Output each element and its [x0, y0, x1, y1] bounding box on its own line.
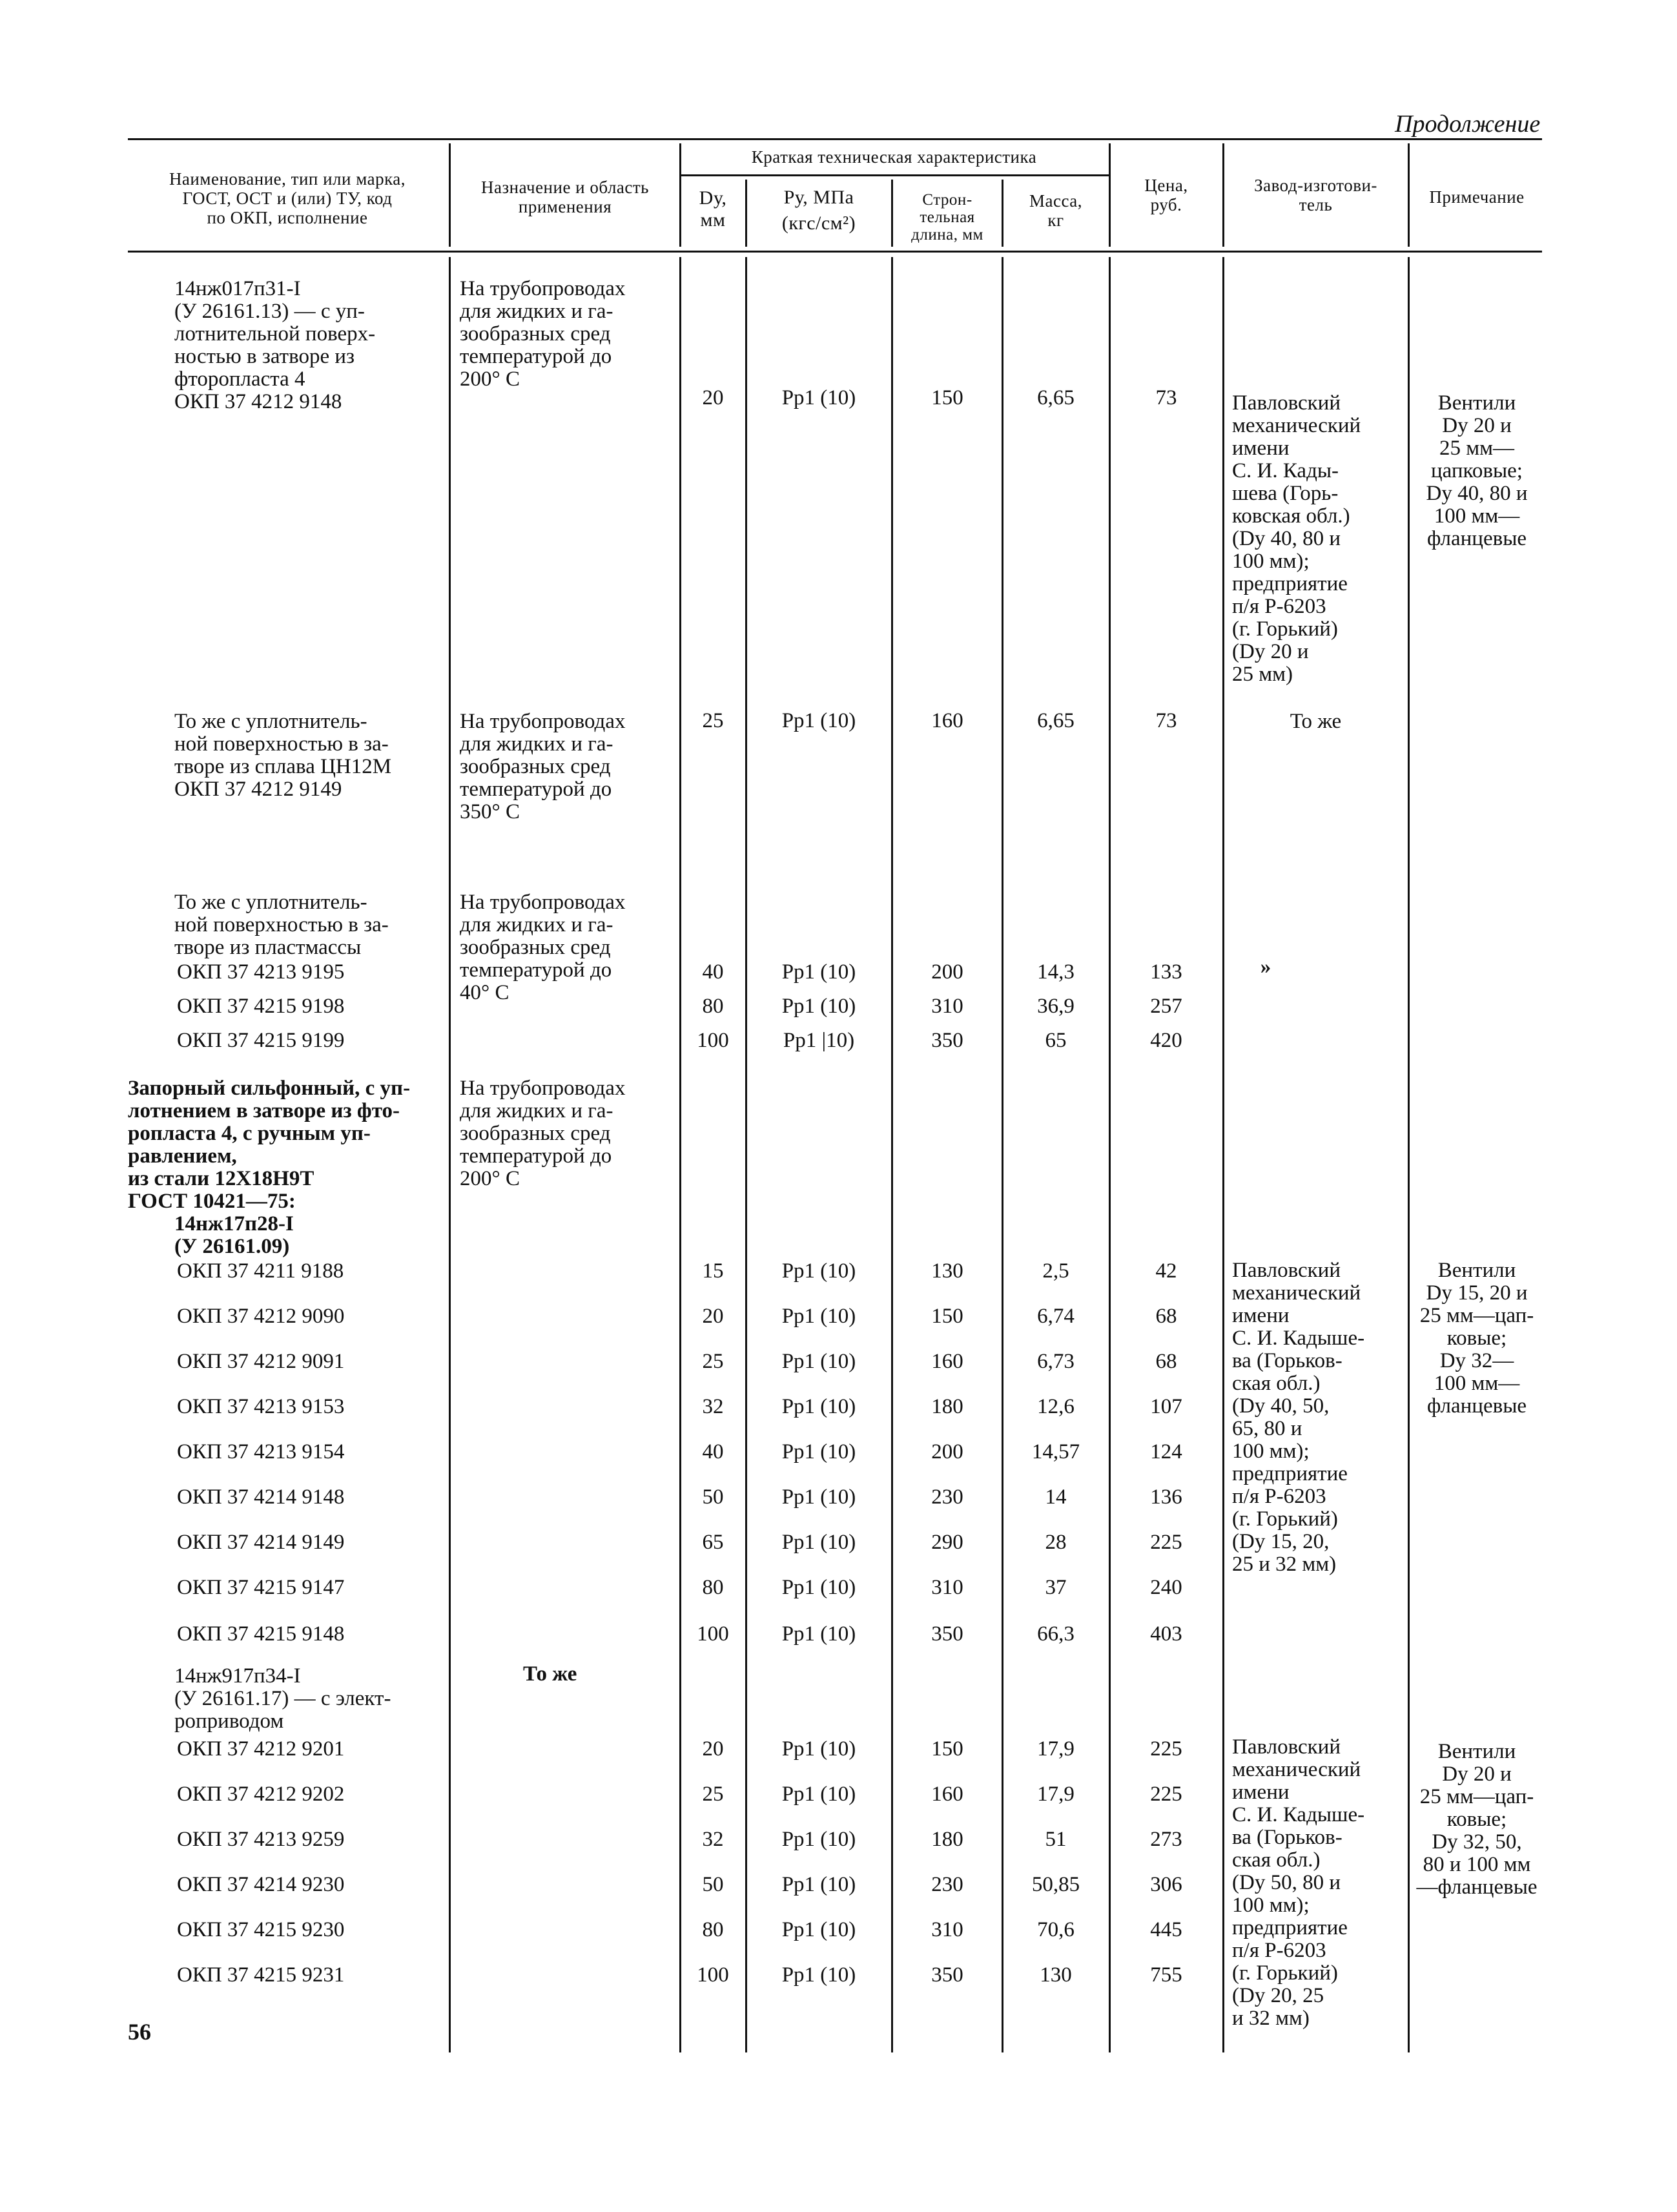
cell-mass: 51: [1045, 1828, 1067, 1851]
cell-py: Pр1 (10): [781, 1531, 856, 1554]
cell-dy: 25: [702, 709, 724, 732]
s5-name: 14нж917п34-I (У 26161.17) — с элект- роприводом: [174, 1664, 391, 1733]
cell-dy: 50: [702, 1485, 724, 1509]
cell-py: Pр1 (10): [781, 386, 856, 409]
cell-len: 180: [931, 1828, 963, 1851]
cell-py: Pр1 (10): [781, 1918, 856, 1941]
s3-name: То же с уплотнитель- ной поверхностью в за- творе из пластмассы: [174, 891, 389, 959]
cell-py: Pр1 (10): [781, 1828, 856, 1851]
cell-mass: 6,65: [1037, 386, 1075, 409]
cell-dy: 25: [702, 1783, 724, 1806]
cell-price: 306: [1150, 1873, 1182, 1896]
cell-price: 445: [1150, 1918, 1182, 1941]
cell-price: 73: [1155, 709, 1177, 732]
cell-mass: 70,6: [1037, 1918, 1075, 1941]
cell-dy: 50: [702, 1873, 724, 1896]
header-divider: [449, 143, 451, 247]
cell-dy: 40: [702, 960, 724, 984]
cell-mass: 36,9: [1037, 995, 1075, 1018]
cell-len: 350: [931, 1963, 963, 1987]
cell-len: 350: [931, 1029, 963, 1052]
cell-price: 273: [1150, 1828, 1182, 1851]
header-tech-group: Краткая техническая характеристика: [751, 147, 1037, 167]
cell-len: 160: [931, 1350, 963, 1373]
table-top-rule: [128, 138, 1542, 140]
okp-code: ОКП 37 4211 9188: [177, 1259, 344, 1283]
cell-price: 225: [1150, 1737, 1182, 1761]
cell-mass: 17,9: [1037, 1783, 1075, 1806]
cell-price: 124: [1150, 1440, 1182, 1463]
cell-py: Pр1 (10): [781, 1485, 856, 1509]
cell-py: Pр1 (10): [781, 1440, 856, 1463]
cell-mass: 17,9: [1037, 1737, 1075, 1761]
cell-price: 225: [1150, 1783, 1182, 1806]
cell-mass: 14,57: [1031, 1440, 1080, 1463]
cell-dy: 32: [702, 1828, 724, 1851]
okp-code: ОКП 37 4213 9195: [177, 960, 345, 984]
s4-purpose: На трубопроводах для жидких и га- зообразных сред температурой до 200° С: [460, 1077, 626, 1190]
okp-code: ОКП 37 4215 9147: [177, 1576, 345, 1599]
cell-len: 150: [931, 1737, 963, 1761]
s1-note: Вентили Dу 20 и 25 мм— цапковые; Dу 40, 80 и 100 мм— фланцевые: [1426, 391, 1528, 550]
cell-dy: 20: [702, 1737, 724, 1761]
cell-price: 68: [1155, 1305, 1177, 1328]
continuation-label: Продолжение: [1395, 110, 1541, 138]
cell-len: 310: [931, 1576, 963, 1599]
cell-len: 130: [931, 1259, 963, 1283]
cell-len: 230: [931, 1873, 963, 1896]
cell-py: Pр1 (10): [781, 995, 856, 1018]
cell-mass: 37: [1045, 1576, 1067, 1599]
cell-price: 403: [1150, 1622, 1182, 1646]
cell-len: 230: [931, 1485, 963, 1509]
okp-code: ОКП 37 4214 9149: [177, 1531, 345, 1554]
okp-code: ОКП 37 4215 9198: [177, 995, 345, 1018]
okp-code: ОКП 37 4215 9148: [177, 1622, 345, 1646]
cell-mass: 14,3: [1037, 960, 1075, 984]
s4-name: Запорный сильфонный, с уп- лотнением в затворе из фто- ропласта 4, с ручным уп- равлением, из стали 12Х18Н9Т ГОСТ 10421—75: 14нж17п28-I (У 26161.09): [128, 1077, 411, 1258]
cell-dy: 100: [697, 1963, 729, 1987]
cell-price: 42: [1155, 1259, 1177, 1283]
cell-dy: 100: [697, 1029, 729, 1052]
header-mass-col: Масса, кг: [1029, 191, 1083, 230]
s5-note: Вентили Dу 20 и 25 мм—цап- ковые; Dу 32, 50, 80 и 100 мм —фланцевые: [1416, 1740, 1538, 1899]
cell-py: Pр1 |10): [783, 1029, 855, 1052]
cell-py: Pр1 (10): [781, 1305, 856, 1328]
cell-price: 107: [1150, 1395, 1182, 1418]
cell-dy: 80: [702, 995, 724, 1018]
header-dy-col: Dу, мм: [699, 187, 727, 231]
body-divider: [449, 257, 451, 2052]
header-note-col: Примечание: [1429, 187, 1525, 207]
okp-code: ОКП 37 4212 9090: [177, 1305, 345, 1328]
cell-mass: 6,74: [1037, 1305, 1075, 1328]
s3-purpose: На трубопроводах для жидких и га- зообразных сред температурой до 40° С: [460, 891, 626, 1004]
cell-price: 73: [1155, 386, 1177, 409]
tech-group-rule: [679, 174, 1109, 176]
cell-mass: 14: [1045, 1485, 1067, 1509]
okp-code: ОКП 37 4213 9154: [177, 1440, 345, 1463]
cell-dy: 100: [697, 1622, 729, 1646]
header-py-col: Pу, МПа (кгс/см²): [781, 187, 856, 234]
header-name-col: Наименование, тип или марка, ГОСТ, ОСТ и (или) ТУ, код по ОКП, исполнение: [169, 169, 406, 227]
okp-code: ОКП 37 4215 9199: [177, 1029, 345, 1052]
okp-code: ОКП 37 4215 9231: [177, 1963, 345, 1987]
body-divider: [1222, 257, 1224, 2052]
cell-len: 290: [931, 1531, 963, 1554]
cell-price: 133: [1150, 960, 1182, 984]
s4-note: Вентили Dу 15, 20 и 25 мм—цап- ковые; Dу 32— 100 мм— фланцевые: [1419, 1259, 1534, 1418]
cell-dy: 32: [702, 1395, 724, 1418]
cell-py: Pр1 (10): [781, 1963, 856, 1987]
s1-maker: Павловский механический имени С. И. Кады- шева (Горь- ковская обл.) (Dу 40, 80 и 100 мм); предприятие п/я Р-6203 (г. Горький) (Dу 20 и 25 мм): [1232, 391, 1361, 686]
cell-dy: 65: [702, 1531, 724, 1554]
cell-len: 160: [931, 709, 963, 732]
cell-len: 150: [931, 386, 963, 409]
okp-code: ОКП 37 4214 9148: [177, 1485, 345, 1509]
s2-maker: То же: [1290, 710, 1342, 733]
cell-py: Pр1 (10): [781, 1783, 856, 1806]
cell-len: 310: [931, 1918, 963, 1941]
s3-maker: »: [1260, 955, 1271, 978]
header-bottom-rule: [128, 251, 1542, 253]
cell-py: Pр1 (10): [781, 1350, 856, 1373]
cell-dy: 20: [702, 1305, 724, 1328]
okp-code: ОКП 37 4212 9202: [177, 1783, 345, 1806]
cell-dy: 80: [702, 1576, 724, 1599]
cell-mass: 65: [1045, 1029, 1067, 1052]
cell-len: 310: [931, 995, 963, 1018]
cell-len: 160: [931, 1783, 963, 1806]
cell-len: 150: [931, 1305, 963, 1328]
cell-py: Pр1 (10): [781, 709, 856, 732]
cell-price: 136: [1150, 1485, 1182, 1509]
header-maker-col: Завод-изготови- тель: [1254, 176, 1377, 214]
cell-len: 200: [931, 960, 963, 984]
cell-py: Pр1 (10): [781, 1259, 856, 1283]
okp-code: ОКП 37 4214 9230: [177, 1873, 345, 1896]
cell-mass: 6,73: [1037, 1350, 1075, 1373]
cell-mass: 12,6: [1037, 1395, 1075, 1418]
cell-dy: 25: [702, 1350, 724, 1373]
cell-price: 240: [1150, 1576, 1182, 1599]
cell-len: 180: [931, 1395, 963, 1418]
header-purpose-col: Назначение и область применения: [480, 178, 649, 216]
s2-name: То же с уплотнитель- ной поверхностью в за- творе из сплава ЦН12М ОКП 37 4212 9149: [174, 710, 392, 801]
cell-len: 350: [931, 1622, 963, 1646]
s1-name: 14нж017п31-I (У 26161.13) — с уп- лотнительной поверх- ностью в затворе из фторопласта 4 ОКП 37 4212 9148: [174, 277, 376, 413]
page-number: 56: [128, 2019, 151, 2045]
cell-dy: 15: [702, 1259, 724, 1283]
s1-purpose: На трубопроводах для жидких и га- зообразных сред температурой до 200° С: [460, 277, 626, 391]
okp-code: ОКП 37 4212 9091: [177, 1350, 345, 1373]
cell-mass: 66,3: [1037, 1622, 1075, 1646]
cell-price: 257: [1150, 995, 1182, 1018]
s5-purpose: То же: [523, 1662, 577, 1686]
cell-len: 200: [931, 1440, 963, 1463]
header-length-col: Строн- тельная длина, мм: [911, 191, 983, 243]
header-price-col: Цена, руб.: [1144, 176, 1188, 214]
cell-price: 755: [1150, 1963, 1182, 1987]
cell-mass: 130: [1040, 1963, 1072, 1987]
cell-price: 420: [1150, 1029, 1182, 1052]
cell-dy: 40: [702, 1440, 724, 1463]
cell-price: 225: [1150, 1531, 1182, 1554]
cell-mass: 28: [1045, 1531, 1067, 1554]
cell-py: Pр1 (10): [781, 1737, 856, 1761]
cell-py: Pр1 (10): [781, 1395, 856, 1418]
cell-py: Pр1 (10): [781, 960, 856, 984]
cell-price: 68: [1155, 1350, 1177, 1373]
cell-mass: 50,85: [1031, 1873, 1080, 1896]
s4-maker: Павловский механический имени С. И. Кадыше- ва (Горьков- ская обл.) (Dу 40, 50, 65, 80 и 100 мм); предприятие п/я Р-6203 (г. Горький) (Dу 15, 20, 25 и 32 мм): [1232, 1259, 1365, 1576]
cell-py: Pр1 (10): [781, 1873, 856, 1896]
cell-mass: 6,65: [1037, 709, 1075, 732]
cell-dy: 80: [702, 1918, 724, 1941]
s5-maker: Павловский механический имени С. И. Кадыше- ва (Горьков- ская обл.) (Dу 50, 80 и 100 мм); предприятие п/я Р-6203 (г. Горький) (Dу 20, 25 и 32 мм): [1232, 1735, 1365, 2030]
cell-mass: 2,5: [1042, 1259, 1069, 1283]
okp-code: ОКП 37 4213 9259: [177, 1828, 345, 1851]
cell-py: Pр1 (10): [781, 1622, 856, 1646]
cell-py: Pр1 (10): [781, 1576, 856, 1599]
okp-code: ОКП 37 4212 9201: [177, 1737, 345, 1761]
okp-code: ОКП 37 4215 9230: [177, 1918, 345, 1941]
s2-purpose: На трубопроводах для жидких и га- зообразных сред температурой до 350° С: [460, 710, 626, 823]
cell-dy: 20: [702, 386, 724, 409]
okp-code: ОКП 37 4213 9153: [177, 1395, 345, 1418]
